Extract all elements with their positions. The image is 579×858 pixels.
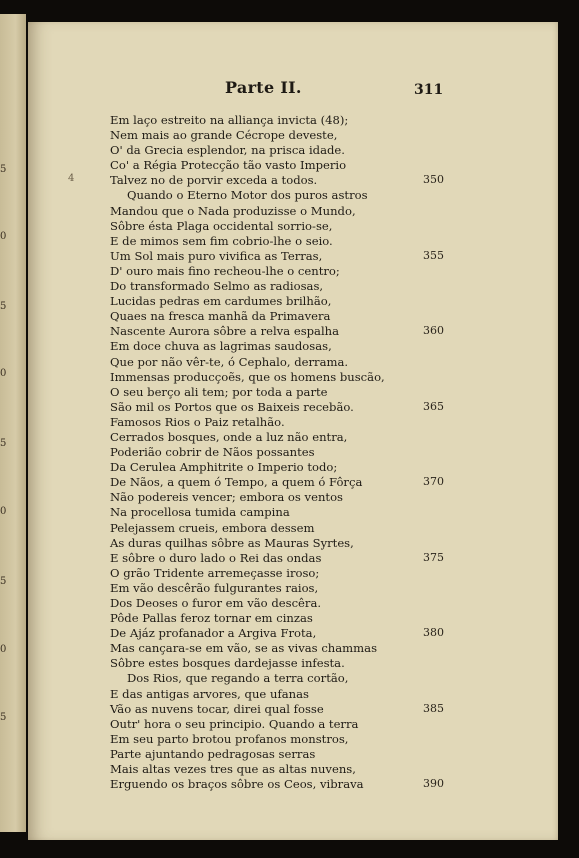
line-number: 360	[423, 324, 444, 337]
verse-line: Famosos Rios o Paiz retalhão.	[110, 414, 285, 429]
verse-line: Sôbre estes bosques dardejasse infesta.	[110, 656, 345, 671]
verse-line: Outr' hora o seu principio. Quando a terra	[110, 716, 359, 731]
verse-line: Em laço estreito na alliança invicta (48);	[110, 113, 349, 127]
facing-page-number: 5	[0, 712, 7, 723]
running-header: Parte II.	[225, 78, 302, 97]
verse-line: Mais altas vezes tres que as altas nuvens,	[110, 762, 356, 777]
verse-line: As duras quilhas sôbre as Mauras Syrtes,	[110, 535, 354, 550]
verse-line: Da Cerulea Amphitrite o Imperio todo;	[110, 460, 338, 475]
facing-page-number: 5	[0, 576, 7, 587]
line-number: 385	[423, 702, 444, 715]
verse-line: Parte ajuntando pedragosas serras	[110, 746, 316, 761]
verse-line: Nem mais ao grande Cécrope deveste,	[110, 128, 338, 143]
margin-mark: 4	[68, 173, 75, 184]
verse-line: Dos Rios, que regando a terra cortão,	[127, 671, 349, 686]
facing-page-number: 5	[0, 301, 7, 312]
verse-line: E de mimos sem fim cobrio-lhe o seio.	[110, 233, 333, 248]
line-number: 390	[423, 777, 444, 790]
verse-line: Na procellosa tumida campina	[110, 505, 290, 520]
verse-line: Quaes na fresca manhã da Primavera	[110, 309, 331, 324]
page-number: 311	[414, 82, 444, 98]
facing-page-number: 0	[0, 644, 7, 655]
verse-line: Co' a Régia Protecção tão vasto Imperio	[110, 158, 347, 173]
facing-page-number: 5	[0, 438, 7, 449]
verse-line: O' da Grecia esplendor, na prisca idade.	[110, 143, 345, 158]
facing-page-number: 0	[0, 368, 7, 379]
verse-line: E sôbre o duro lado o Rei das ondas	[110, 550, 322, 565]
verse-line: Pelejassem crueis, embora dessem	[110, 520, 315, 535]
verse-line: Sôbre ésta Plaga occidental sorrio-se,	[110, 218, 333, 233]
verse-line: Que por não vêr-te, ó Cephalo, derrama.	[110, 354, 349, 369]
line-number: 365	[423, 400, 444, 413]
verse-line: Um Sol mais puro vivifica as Terras,	[110, 248, 323, 263]
verse-line: Pôde Pallas feroz tornar em cinzas	[110, 611, 313, 626]
verse-line: Em seu parto brotou profanos monstros,	[110, 731, 349, 746]
book-page	[28, 22, 558, 840]
verse-line: Poderião cobrir de Nãos possantes	[110, 445, 315, 460]
verse-line: E das antigas arvores, que ufanas	[110, 686, 309, 701]
verse-line: Dos Deoses o furor em vão descêra.	[110, 596, 322, 610]
facing-page-number: 0	[0, 231, 7, 242]
verse-line: Vão as nuvens tocar, direi qual fosse	[110, 701, 324, 716]
verse-line: O seu berço ali tem; por toda a parte	[110, 384, 328, 399]
verse-line: São mil os Portos que os Baixeis recebão.	[110, 399, 354, 414]
verse-line: Mas cançara-se em vão, se as vivas chammas	[110, 641, 378, 656]
facing-page-number: 0	[0, 506, 7, 517]
verse-line: D' ouro mais fino recheou-lhe o centro;	[110, 263, 340, 278]
verse-line: Em vão descêrão fulgurantes raios,	[110, 580, 319, 595]
verse-line: Cerrados bosques, onde a luz não entra,	[110, 429, 348, 444]
verse-line: Mandou que o Nada produzisse o Mundo,	[110, 203, 356, 218]
verse-line: Erguendo os braços sôbre os Ceos, vibrava	[110, 777, 364, 792]
line-number: 370	[423, 475, 444, 488]
poem-text	[110, 113, 440, 792]
verse-line: De Ajáz profanador a Argiva Frota,	[110, 626, 317, 641]
line-number: 380	[423, 626, 444, 639]
verse-line: Talvez no de porvir exceda a todos.	[110, 173, 318, 188]
verse-line: Em doce chuva as lagrimas saudosas,	[110, 339, 332, 354]
verse-line: Immensas producçoẽs, que os homens buscão,	[110, 369, 385, 384]
line-number: 350	[423, 173, 444, 186]
facing-page-edge	[0, 14, 26, 832]
verse-line: O grão Tridente arremeçasse iroso;	[110, 565, 320, 580]
facing-page-number: 5	[0, 164, 7, 175]
verse-line: De Nãos, a quem ó Tempo, a quem ó Fôrça	[110, 475, 363, 490]
line-number: 355	[423, 249, 444, 262]
verse-line: Do transformado Selmo as radiosas,	[110, 279, 324, 294]
verse-line: Não podereis vencer; embora os ventos	[110, 490, 343, 505]
verse-line: Quando o Eterno Motor dos puros astros	[127, 188, 368, 203]
verse-line: Lucidas pedras em cardumes brilhão,	[110, 294, 332, 309]
line-number: 375	[423, 551, 444, 564]
verse-line: Nascente Aurora sôbre a relva espalha	[110, 324, 340, 339]
